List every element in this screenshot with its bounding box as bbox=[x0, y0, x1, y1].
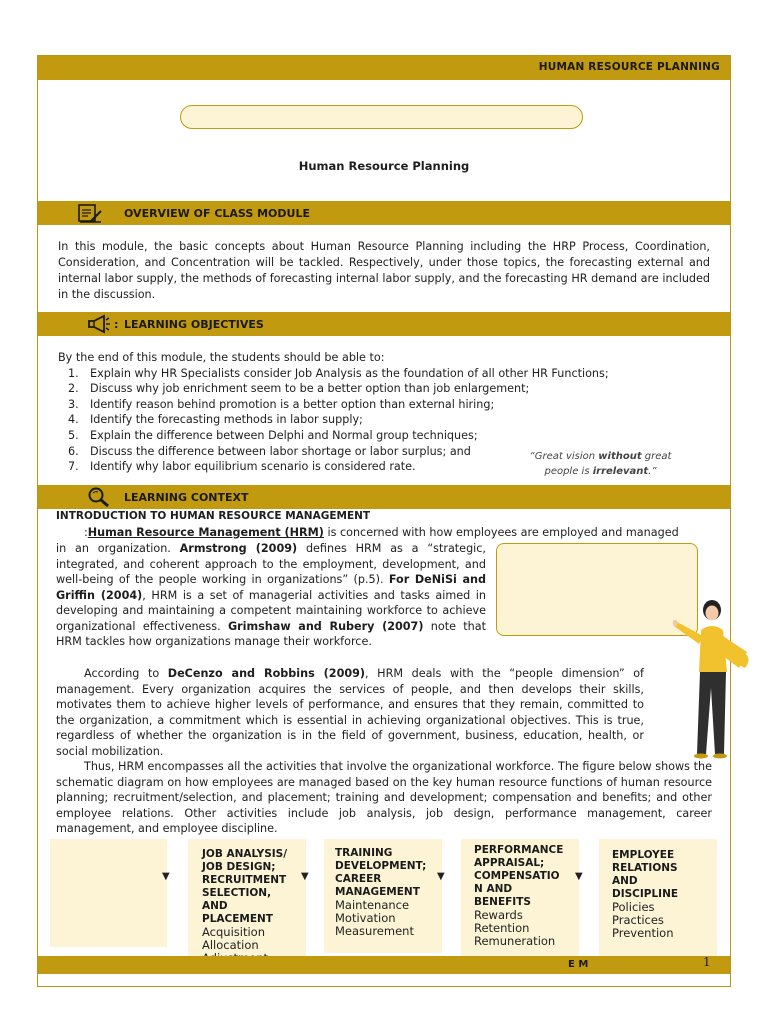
header-title: HUMAN RESOURCE PLANNING bbox=[538, 61, 720, 73]
objective-item: 3. Identify reason behind promotion is a better option than external hiring; bbox=[68, 397, 495, 411]
flow-sub-item: Rewards bbox=[474, 908, 523, 922]
flow-box-performance bbox=[461, 839, 579, 974]
intro-heading: INTRODUCTION TO HUMAN RESOURCE MANAGEMENT bbox=[56, 510, 371, 522]
flow-head-performance: PERFORMANCE APPRAISAL; COMPENSATIO N AND BENEFITS bbox=[474, 844, 564, 908]
objective-item: 7. Identify why labor equilibrium scenario is considered rate. bbox=[68, 460, 416, 474]
flow-sub-item: Measurement bbox=[335, 924, 414, 938]
decenzo-paragraph: According to DeCenzo and Robbins (2009), HRM deals with the “people dimension” of management. Every organization acquires the services of people, and then develops their skills, motivates them to achieve higher levels of performance, and ensures that they remain, committed to the organization, a commitment which is essential in achieving organizational objectives. This is true, regardless of whether the organization is in the field of government, business, education, health, or social mobilization. bbox=[56, 667, 644, 758]
document-title: Human Resource Planning bbox=[298, 159, 470, 173]
objective-item: 5. Explain the difference between Delphi and Normal group techniques; bbox=[68, 428, 478, 442]
flow-sub-item: Prevention bbox=[612, 926, 674, 940]
objective-item: 2. Discuss why job enrichment seem to be a better option than job enlargement; bbox=[68, 382, 530, 396]
pointing-woman-illustration bbox=[673, 596, 763, 761]
flow-box-training bbox=[324, 839, 442, 953]
hrm-definition-line: :Human Resource Management (HRM) is concerned with how employees are employed and managed bbox=[84, 526, 679, 539]
context-heading: LEARNING CONTEXT bbox=[124, 491, 249, 504]
flow-sub-item: Acquisition bbox=[202, 925, 265, 939]
overview-text: In this module, the basic concepts about Human Resource Planning including the HRP Process, Coordination, Consideration, and Concentration will be tackled. Respectively, under those topics, the forecasting external and internal labor supply, the methods of forecasting internal labor supply, and the forecasting HR demand are included in the discussion. bbox=[58, 240, 710, 301]
arrow-down-icon: ▼ bbox=[162, 871, 170, 882]
objectives-intro: By the end of this module, the students should be able to: bbox=[58, 351, 385, 364]
magnifier-icon bbox=[86, 486, 112, 508]
flow-sub-item: Maintenance bbox=[335, 898, 410, 912]
flow-sub-item: Retention bbox=[474, 921, 530, 935]
objectives-heading-prefix: : bbox=[114, 318, 119, 331]
flow-sub-item: Policies bbox=[612, 900, 655, 914]
flow-head-recruitment: JOB ANALYSIS/ JOB DESIGN; RECRUITMENT SELECTION, AND PLACEMENT bbox=[202, 848, 288, 925]
vision-quote: “Great vision without great people is irrelevant.” bbox=[529, 451, 672, 477]
arrow-down-icon: ▼ bbox=[301, 871, 309, 882]
flow-sub-item: Practices bbox=[612, 913, 664, 927]
notepad-pen-icon bbox=[76, 202, 102, 224]
page-number: 1 bbox=[703, 955, 711, 969]
arrow-down-icon: ▼ bbox=[437, 871, 445, 882]
document-page bbox=[37, 55, 731, 987]
header-bar bbox=[38, 56, 730, 80]
flow-sub-item: Motivation bbox=[335, 911, 396, 925]
context-section-bar bbox=[38, 485, 730, 509]
flow-box-recruitment bbox=[188, 839, 306, 974]
objective-item: 6. Discuss the difference between labor shortage or labor surplus; and bbox=[68, 444, 471, 458]
flow-head-training: TRAINING DEVELOPMENT; CAREER MANAGEMENT bbox=[335, 847, 427, 898]
flow-sub-item: Allocation bbox=[202, 938, 259, 952]
encompass-paragraph: Thus, HRM encompasses all the activities that involve the organizational workforce. The figure below shows the schematic diagram on how employees are managed based on the key human resource functions of human resource planning; recruitment/selection, and placement; training and development; compensation and benefits; and other employee relations. Other activities include job analysis, job design, performance management, career management, and employee discipline. bbox=[56, 760, 712, 835]
overview-section-bar bbox=[38, 201, 730, 225]
megaphone-icon bbox=[86, 313, 112, 335]
hrm-definition-paragraph: in an organization. Armstrong (2009) defines HRM as a “strategic, integrated, and coherent approach to the employment, development, and well-being of the people working in organizations” (p.5). For DeNiSi and Griffin (2004), HRM is a set of managerial activities and tasks aimed in developing and maintaining a competent maintaining workforce to achieve organizational effectiveness. Grimshaw and Rubery (2007) note that HRM tackles how organizations manage their workforce. bbox=[56, 542, 487, 648]
footer-bar bbox=[38, 956, 730, 974]
flow-sub-item: Remuneration bbox=[474, 934, 556, 948]
objectives-section-bar bbox=[38, 312, 730, 336]
arrow-down-icon: ▼ bbox=[575, 871, 583, 882]
overview-heading: OVERVIEW OF CLASS MODULE bbox=[124, 207, 310, 220]
flow-head-relations: EMPLOYEE RELATIONS AND DISCIPLINE bbox=[612, 849, 679, 900]
objective-item: 1. Explain why HR Specialists consider Job Analysis as the foundation of all other HR Functions; bbox=[68, 366, 609, 380]
objective-item: 4. Identify the forecasting methods in labor supply; bbox=[68, 413, 363, 427]
title-placeholder-pill bbox=[180, 105, 583, 129]
flow-box-relations bbox=[599, 839, 717, 965]
footer-partial-text: E M bbox=[568, 959, 589, 970]
objectives-heading: LEARNING OBJECTIVES bbox=[124, 318, 264, 331]
flow-box-planning bbox=[50, 839, 167, 947]
side-note-box bbox=[496, 543, 698, 636]
